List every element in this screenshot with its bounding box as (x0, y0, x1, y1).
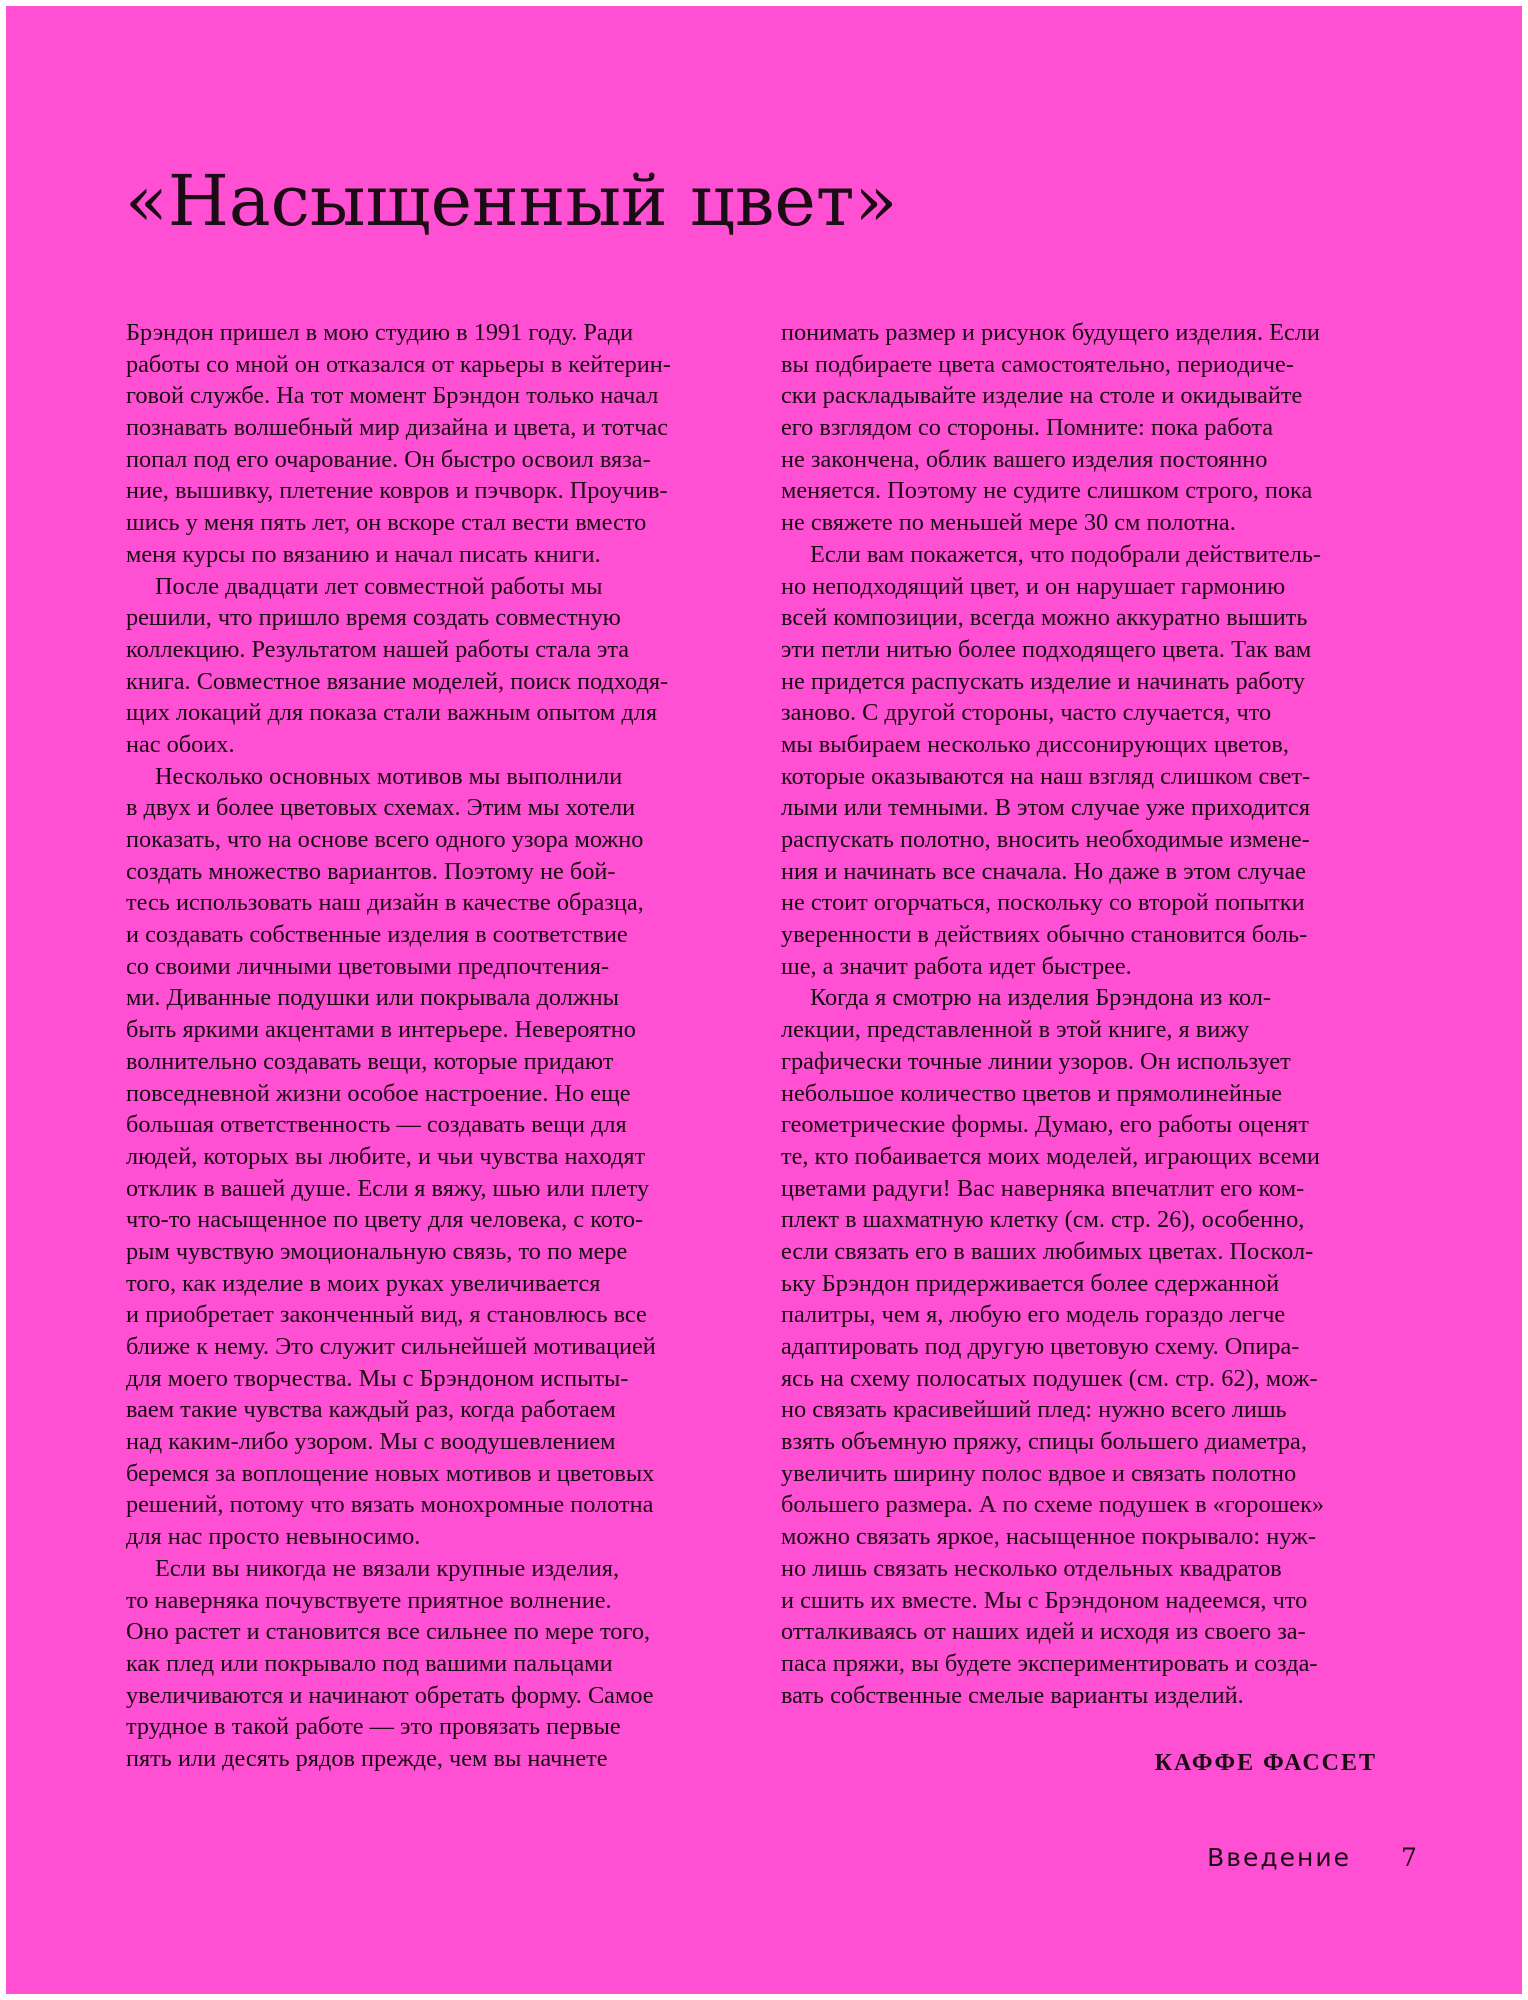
text-line: людей, которых вы любите, и чьи чувства находят (126, 1142, 646, 1170)
text-line: ясь на схему полосатых подушек (см. стр. 62), мож- (781, 1364, 1318, 1392)
text-line: ние, вышивку, плетение ковров и пэчворк. Проучив- (126, 477, 668, 505)
text-line: не свяжете по меньшей мере 30 см полотна. (781, 509, 1236, 537)
text-line: Брэндон пришел в мою студию в 1991 году. Ради (126, 319, 634, 346)
text-line: волнительно создавать вещи, которые придают (126, 1047, 614, 1075)
text-line: вы подбираете цвета самостоятельно, периодиче- (781, 350, 1294, 378)
text-line: познавать волшебный мир дизайна и цвета, и тотчас (126, 414, 668, 442)
text-line: отталкиваясь от наших идей и исходя из своего за- (781, 1618, 1306, 1646)
text-line: небольшое количество цветов и прямолинейные (781, 1079, 1283, 1107)
text-line: мы выбираем несколько диссонирующих цветов, (781, 730, 1289, 758)
text-line: всей композиции, всегда можно аккуратно вышить (781, 604, 1308, 632)
text-column-left (126, 317, 721, 1775)
text-line: отклик в вашей душе. Если я вяжу, шью или плету (126, 1174, 650, 1202)
text-line: эти петли нитью более подходящего цвета. Так вам (781, 635, 1312, 663)
text-line: большая ответственность — создавать вещи для (126, 1111, 627, 1139)
text-line: для моего творчества. Мы с Брэндоном испыты- (126, 1364, 629, 1392)
text-line: его взглядом со стороны. Помните: пока работа (781, 414, 1274, 442)
text-line: в двух и более цветовых схемах. Этим мы хотели (126, 794, 636, 822)
text-line: Если вы никогда не вязали крупные изделия, (155, 1554, 620, 1582)
text-line: понимать размер и рисунок будущего изделия. Если (781, 319, 1320, 346)
text-line: книга. Совместное вязание моделей, поиск подходя- (126, 667, 669, 695)
text-line: повседневной жизни особое настроение. Но еще (126, 1079, 631, 1107)
text-line: и сшить их вместе. Мы с Брэндоном надеемся, что (781, 1586, 1308, 1614)
text-line: ьку Брэндон придерживается более сдержанной (781, 1269, 1280, 1297)
text-line: Несколько основных мотивов мы выполнили (155, 762, 623, 790)
text-line: щих локаций для показа стали важным опытом для (126, 699, 658, 727)
text-line: лыми или темными. В этом случае уже приходится (781, 794, 1311, 822)
text-line: создать множество вариантов. Поэтому не бой- (126, 857, 616, 885)
text-line: но лишь связать несколько отдельных квадратов (781, 1554, 1282, 1582)
text-line: но неподходящий цвет, и он нарушает гармонию (781, 572, 1286, 600)
text-line: шись у меня пять лет, он вскоре стал вести вместо (126, 509, 647, 537)
text-line: как плед или покрывало под вашими пальцами (126, 1649, 613, 1677)
page (6, 6, 1522, 1994)
text-line: Оно растет и становится все сильнее по мере того, (126, 1618, 651, 1646)
footer-section-title: Введение (1207, 1843, 1351, 1872)
text-line: те, кто побаивается моих моделей, играющих всеми (781, 1142, 1320, 1170)
text-line: работы со мной он отказался от карьеры в кейтерин- (126, 350, 671, 378)
text-line: и приобретает законченный вид, я становлюсь все (126, 1301, 647, 1329)
text-line: говой службе. На тот момент Брэндон только начал (126, 382, 659, 410)
text-line: адаптировать под другую цветовую схему. Опира- (781, 1333, 1300, 1360)
text-line: вать собственные смелые варианты изделий. (781, 1681, 1244, 1709)
text-line: решений, потому что вязать монохромные полотна (126, 1491, 654, 1519)
text-line: беремся за воплощение новых мотивов и цветовых (126, 1459, 655, 1487)
text-line: трудное в такой работе — это провязать первые (126, 1713, 621, 1741)
text-line: не придется распускать изделие и начинать работу (781, 667, 1306, 695)
page-title: «Насыщенный цвет» (125, 160, 898, 242)
text-line: того, как изделие в моих руках увеличивается (126, 1269, 601, 1297)
text-line: распускать полотно, вносить необходимые измене- (781, 826, 1310, 853)
text-line: нас обоих. (126, 730, 235, 758)
text-line: то наверняка почувствуете приятное волнение. (126, 1586, 612, 1614)
text-line: не закончена, облик вашего изделия постоянно (781, 445, 1268, 473)
text-line: заново. С другой стороны, часто случается, что (781, 699, 1272, 727)
text-line: показать, что на основе всего одного узора можно (126, 826, 644, 853)
text-line: Когда я смотрю на изделия Брэндона из кол- (810, 984, 1271, 1012)
text-line: паса пряжи, вы будете экспериментировать и созда- (781, 1649, 1318, 1677)
text-line: ше, а значит работа идет быстрее. (781, 952, 1132, 980)
text-line: для нас просто невыносимо. (126, 1523, 421, 1551)
text-line: над каким-либо узором. Мы с воодушевлением (126, 1428, 616, 1456)
text-line: цветами радуги! Вас наверняка впечатлит его ком- (781, 1174, 1305, 1202)
text-line: рым чувствую эмоциональную связь, то по мере (126, 1237, 628, 1265)
text-line: ми. Диванные подушки или покрывала должны (126, 984, 619, 1012)
text-line: что-то насыщенное по цвету для человека, с кото- (126, 1206, 644, 1234)
text-line: попал под его очарование. Он быстро освоил вяза- (126, 445, 651, 473)
text-line: которые оказываются на наш взгляд слишком свет- (781, 762, 1311, 790)
text-line: коллекцию. Результатом нашей работы стала эта (126, 635, 630, 663)
text-line: но связать красивейший плед: нужно всего лишь (781, 1396, 1287, 1424)
text-line: и создавать собственные изделия в соответствие (126, 921, 628, 949)
text-line: ски раскладывайте изделие на столе и окидывайте (781, 382, 1303, 410)
author-signature: КАФФЕ ФАССЕТ (1154, 1750, 1377, 1776)
page-number: 7 (1401, 1843, 1417, 1872)
text-line: После двадцати лет совместной работы мы (155, 572, 603, 600)
text-line: можно связать яркое, насыщенное покрывало: нуж- (781, 1523, 1316, 1551)
text-line: графически точные линии узоров. Он использует (781, 1047, 1291, 1075)
text-line: взять объемную пряжу, спицы большего диаметра, (781, 1428, 1307, 1456)
text-line: пять или десять рядов прежде, чем вы начнете (126, 1744, 608, 1772)
text-line: ваем такие чувства каждый раз, когда работаем (126, 1396, 616, 1424)
text-line: увеличить ширину полос вдвое и связать полотно (781, 1459, 1297, 1487)
text-line: ближе к нему. Это служит сильнейшей мотивацией (126, 1333, 656, 1360)
text-line: большего размера. А по схеме подушек в «горошек» (781, 1491, 1325, 1519)
text-line: меня курсы по вязанию и начал писать книги. (126, 540, 601, 568)
text-line: если связать его в ваших любимых цветах. Поскол- (781, 1237, 1314, 1265)
text-line: со своими личными цветовыми предпочтения- (126, 952, 610, 980)
text-line: не стоит огорчаться, поскольку со второй попытки (781, 889, 1305, 917)
text-line: палитры, чем я, любую его модель гораздо легче (781, 1301, 1286, 1329)
text-line: тесь использовать наш дизайн в качестве образца, (126, 889, 644, 917)
text-line: меняется. Поэтому не судите слишком строго, пока (781, 477, 1313, 505)
text-line: геометрические формы. Думаю, его работы оценят (781, 1111, 1309, 1139)
text-line: увеличиваются и начинают обретать форму. Самое (126, 1681, 654, 1709)
text-line: Если вам покажется, что подобрали действитель- (810, 540, 1321, 568)
text-line: быть яркими акцентами в интерьере. Невероятно (126, 1016, 636, 1044)
text-line: ния и начинать все сначала. Но даже в этом случае (781, 857, 1306, 885)
text-line: плект в шахматную клетку (см. стр. 26), особенно, (781, 1206, 1305, 1234)
text-line: решили, что пришло время создать совместную (126, 604, 621, 632)
text-line: уверенности в действиях обычно становится боль- (781, 921, 1308, 949)
text-column-right (781, 317, 1376, 1711)
text-line: лекции, представленной в этой книге, я вижу (781, 1016, 1250, 1044)
